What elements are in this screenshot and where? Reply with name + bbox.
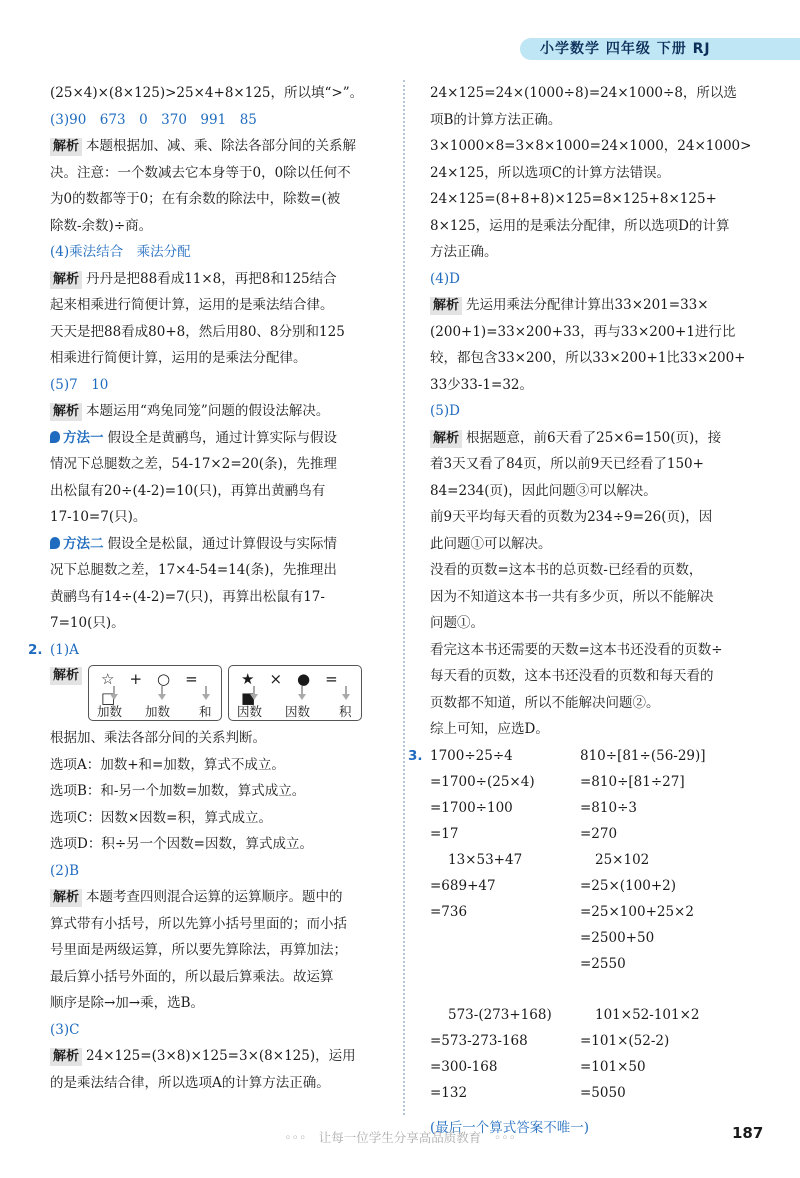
calc-step: =810÷3 [580,799,637,816]
answer-note: (最后一个算式答案不唯一) [430,1119,590,1136]
header-title: 小学数学 四年级 下册 RJ [540,41,711,57]
text-line: 24×125，所以选项C的计算方法错误。 [430,164,671,181]
question-number: 2. [28,641,43,658]
text-line: 情况下总腿数之差，54-17×2=20(条)，先推理 [50,456,337,472]
answer-line: (4)乘法结合 乘法分配 [50,244,191,260]
diagram-label: 积 [339,704,352,719]
text-line: 看完这本书还需要的天数=这本书还没看的页数÷ [430,641,723,658]
calc-step: 573-(273+168) [448,1006,552,1023]
calc-step: =573-273-168 [430,1032,528,1049]
text-line: 8×125，运用的是乘法分配律，所以选项D的计算 [430,217,730,234]
diagram-label: 加数 [145,704,171,719]
text-line: 着3天又看了84页，所以前9天已经看了150+ [430,456,704,472]
text-line: 每天看的页数，这本书还没看的页数和每天看的 [430,668,714,684]
text-line: 为0的数都等于0；在有余数的除法中，除数=(被 [50,191,341,207]
text-line: 问题①。 [430,615,484,631]
method-tag: 方法二 [63,535,104,552]
analysis-line: 解析 本题根据加、减、乘、除法各部分间的关系解 [50,133,390,160]
text-line: 天天是把88看成80+8，然后用80、8分别和125 [50,323,345,340]
text-line: 出松鼠有20÷(4-2)=10(只)，再算出黄鹂鸟有 [50,482,326,499]
calc-step: 1700÷25÷4 [430,747,513,764]
calc-step: =300-168 [430,1058,498,1075]
analysis-tag: 解析 [50,271,82,289]
diagram-label: 和 [199,704,212,719]
text-line: 3×1000×8=3×8×1000=24×1000，24×1000> [430,138,752,154]
calculation-block [408,743,770,1007]
page-number: 187 [732,1124,764,1142]
answer-line: (2)B [50,862,80,879]
method-tag: 方法一 [63,429,104,446]
analysis-line: 解析 本题运用“鸡兔同笼”问题的假设法解决。 [50,398,390,425]
answer-line: (3)C [50,1021,80,1038]
arrow-down-icon [345,686,347,698]
answer-line: (5)7 10 [50,376,109,393]
method-icon [50,537,60,549]
method-icon [50,431,60,443]
text-line: 算式带有小括号，所以先算小括号里面的；而小括 [50,915,347,932]
multiplication-symbols: ★ × ● = ■ [241,670,353,707]
arrow-down-icon [205,686,207,698]
text-line: 因为不知道这本书一共有多少页，所以不能解决 [430,588,714,605]
arrow-down-icon [301,686,303,698]
calc-step: 25×102 [595,851,650,868]
calc-step: 810÷[81÷(56-29)] [580,747,706,764]
addition-box [88,665,222,721]
calc-step: =810÷[81÷27] [580,773,685,790]
text-line: 24×125=(8+8+8)×125=8×125+8×125+ [430,191,717,207]
text-line: 况下总腿数之差，17×4-54=14(条)，先推理出 [50,562,337,578]
arrow-down-icon [113,686,115,698]
text-line: 选项A：加数+和=加数，算式不成立。 [50,756,285,773]
text-line: 黄鹂鸟有14÷(4-2)=7(只)，再算出松鼠有17- [50,588,325,605]
text-line: 综上可知，应选D。 [430,721,549,737]
arrow-down-icon [253,686,255,698]
text-line: 相乘进行简便计算，运用的是乘法分配律。 [50,350,307,366]
text-line: 前9天平均每天看的页数为234÷9=26(页)，因 [430,509,713,525]
right-column [408,80,770,1141]
text-line: (200+1)=33×200+33，再与33×200+1进行比 [430,323,736,340]
calc-step: 13×53+47 [448,851,523,868]
text-line: 选项C：因数×因数=积，算式成立。 [50,809,272,826]
calc-step: 101×52-101×2 [595,1006,700,1023]
footer-slogan: ◦◦◦ 让每一位学生分享高品质教育 ◦◦◦ [284,1130,516,1145]
text-line: 号里面是两级运算，所以要先算除法，再算加法； [50,942,347,958]
analysis-line: 解析 根据题意，前6天看了25×6=150(页)，接 [430,425,770,452]
text-line: 选项D：积÷另一个因数=因数，算式成立。 [50,836,313,852]
diagram-label: 因数 [285,704,311,719]
calc-step: =101×(52-2) [580,1032,670,1049]
text-line: 没看的页数=这本书的总页数-已经看的页数， [430,562,703,578]
answer-line: (4)D [430,270,460,287]
answer-line: (3)90 673 0 370 991 85 [50,111,257,128]
text-line: 33少33-1=32。 [430,376,533,393]
analysis-line: 解析 本题考查四则混合运算的运算顺序。题中的 [50,884,390,911]
answer-line: 2. (1)A [50,637,390,664]
analysis-tag: 解析 [430,430,462,448]
method-line: 方法一 假设全是黄鹂鸟，通过计算实际与假设 [50,425,390,452]
answer-line: (5)D [430,403,460,419]
text-line: 除数-余数)÷商。 [50,217,153,234]
text-line: 24×125=24×(1000÷8)=24×1000÷8，所以选 [430,85,737,101]
calc-step: =2500+50 [580,929,655,946]
text-line: 17-10=7(只)。 [50,509,147,525]
analysis-tag: 解析 [50,889,82,907]
text-line: 项B的计算方法正确。 [430,111,562,128]
multiplication-box [228,665,362,721]
method-line: 方法二 假设全是松鼠，通过计算假设与实际情 [50,531,390,558]
analysis-line: 解析 丹丹是把88看成11×8，再把8和125结合 [50,266,390,293]
calc-step: =5050 [580,1084,626,1101]
text-line: 顺序是除→加→乘，选B。 [50,995,205,1011]
calc-step: =1700÷100 [430,799,513,816]
analysis-tag: 解析 [430,297,462,315]
arrow-down-icon [161,686,163,698]
text-line: 84=234(页)，因此问题③可以解决。 [430,482,657,499]
calc-step: =101×50 [580,1058,646,1075]
column-divider [403,80,405,1115]
diagram-label: 因数 [237,704,263,719]
calc-step: =25×(100+2) [580,877,677,894]
text-line: 较，都包含33×200，所以33×200+1比33×200+ [430,350,746,366]
text-line: 的是乘法结合律，所以选项A的计算方法正确。 [50,1074,330,1091]
analysis-tag: 解析 [50,138,82,156]
calc-step: =1700÷(25×4) [430,773,535,790]
analysis-line: 解析 24×125=(3×8)×125=3×(8×125)，运用 [50,1043,390,1070]
text-line: (25×4)×(8×125)>25×4+8×125，所以填“>”。 [50,85,364,101]
calc-step: =270 [580,825,618,842]
text-line: 起来相乘进行简便计算，运用的是乘法结合律。 [50,297,334,313]
analysis-tag: 解析 [50,1048,82,1066]
text-line: 选项B：和-另一个加数=加数，算式成立。 [50,783,306,799]
addition-symbols: ☆ + ○ = □ [101,670,213,707]
calc-step: =2550 [580,955,626,972]
text-line: 决。注意：一个数减去它本身等于0，0除以任何不 [50,164,351,181]
text-line: 最后算小括号外面的，所以最后算乘法。故运算 [50,968,334,985]
calculation-block [430,1007,770,1115]
text-line: 根据加、乘法各部分间的关系判断。 [50,730,266,746]
calc-step: =736 [430,903,468,920]
text-line: 页数都不知道，所以不能解决问题②。 [430,694,660,711]
text-line: 方法正确。 [430,244,498,260]
calc-step: =17 [430,825,459,842]
question-number: 3. [408,747,423,764]
analysis-line: 解析 先运用乘法分配律计算出33×201=33× [430,292,770,319]
text-line: 7=10(只)。 [50,615,125,631]
left-column [28,80,390,1096]
analysis-tag: 解析 [50,667,82,685]
analysis-tag: 解析 [50,403,82,421]
diagram-label: 加数 [97,704,123,719]
calc-step: =25×100+25×2 [580,903,694,920]
calc-step: =689+47 [430,877,496,894]
calc-step: =132 [430,1084,468,1101]
operation-diagram [50,663,390,725]
text-line: 此问题①可以解决。 [430,535,552,552]
